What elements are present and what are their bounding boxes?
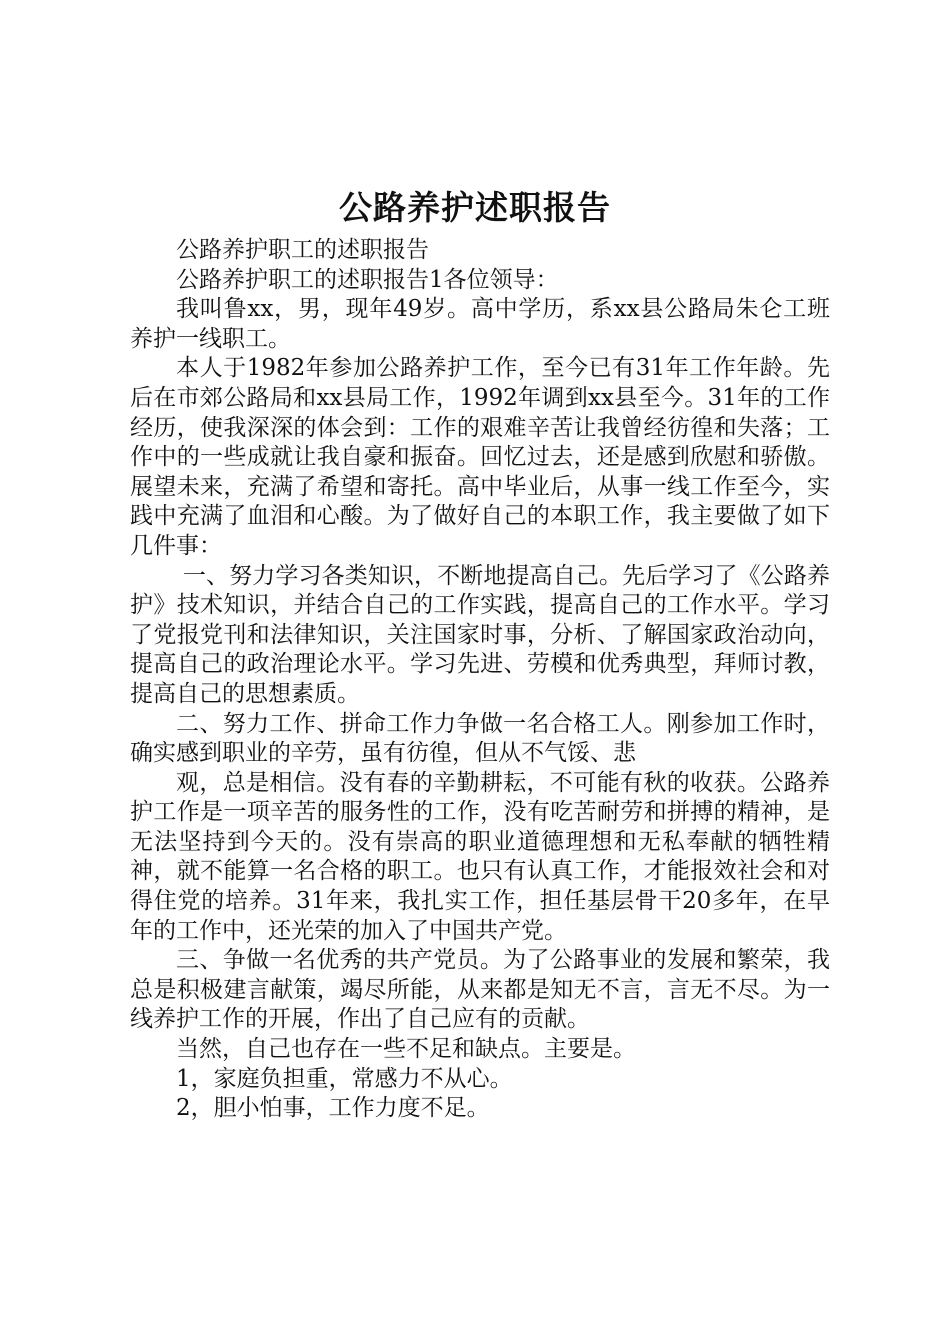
paragraph: 三、争做一名优秀的共产党员。为了公路事业的发展和繁荣，我总是积极建言献策，竭尽所能，从来都是知无不言，言无不尽。为一线养护工作的开展，作出了自己应有的贡献。 xyxy=(130,947,830,1033)
document-title: 公路养护述职报告 xyxy=(339,188,611,227)
paragraph: 本人于1982年参加公路养护工作，至今已有31年工作年龄。先后在市郊公路局和xx县局工作，1992年调到xx县至今。31年的工作经历，使我深深的体会到：工作的艰难辛苦让我曾经彷徨和失落；工作中的一些成就让我自豪和振奋。回忆过去，还是感到欣慰和骄傲。展望未来，充满了希望和寄托。高中毕业后，从事一线工作至今，实践中充满了血泪和心酸。为了做好自己的本职工作，我主要做了如下几件事： xyxy=(130,355,830,559)
paragraph: 我叫鲁xx，男，现年49岁。高中学历，系xx县公路局朱仑工班养护一线职工。 xyxy=(130,296,830,352)
paragraph: 公路养护职工的述职报告1各位领导： xyxy=(176,266,559,293)
document-body xyxy=(130,236,830,1124)
paragraph: 1，家庭负担重，常感力不从心。 xyxy=(176,1065,513,1092)
paragraph: 二、努力工作、拼命工作力争做一名合格工人。刚参加工作时，确实感到职业的辛劳，虽有彷徨，但从不气馁、悲 xyxy=(130,710,830,767)
paragraph: 观，总是相信。没有春的辛勤耕耘，不可能有秋的收获。公路养护工作是一项辛苦的服务性的工作，没有吃苦耐劳和拼搏的精神，是无法坚持到今天的。没有崇高的职业道德理想和无私奉献的牺牲精神，就不能算一名合格的职工。也只有认真工作，才能报效社会和对得住党的培养。31年来，我扎实工作，担任基层骨干20多年，在早年的工作中，还光荣的加入了中国共产党。 xyxy=(130,769,830,944)
paragraph: 一、努力学习各类知识，不断地提高自己。先后学习了《公路养护》技术知识，并结合自己的工作实践，提高自己的工作水平。学习了党报党刊和法律知识，关注国家时事，分析、了解国家政治动向，提高自己的政治理论水平。学习先进、劳模和优秀典型，拜师讨教，提高自己的思想素质。 xyxy=(130,562,830,707)
paragraph: 2，胆小怕事，工作力度不足。 xyxy=(176,1095,490,1122)
paragraph: 当然，自己也存在一些不足和缺点。主要是。 xyxy=(176,1036,636,1063)
paragraph: 公路养护职工的述职报告 xyxy=(176,237,429,263)
